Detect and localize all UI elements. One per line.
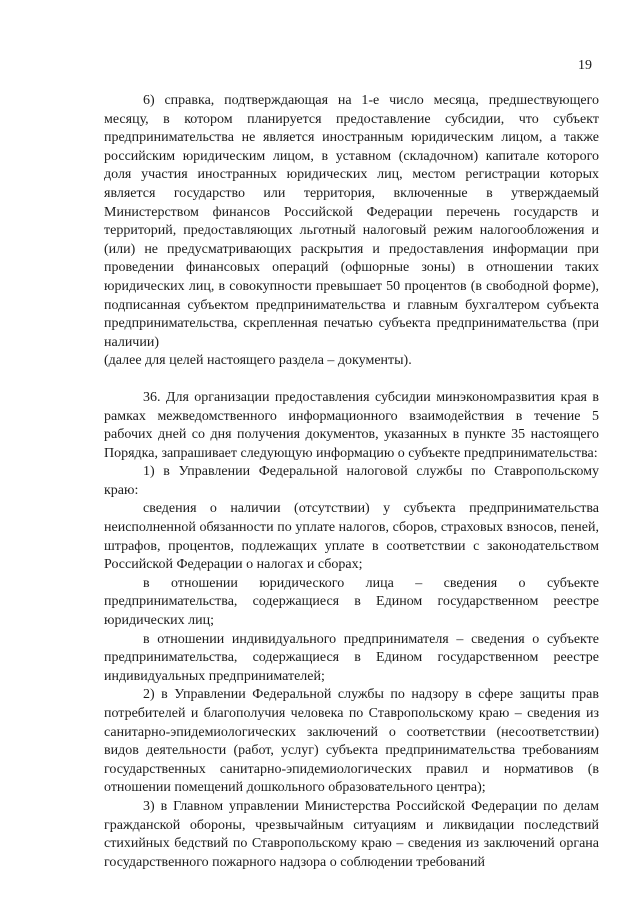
paragraph-gap	[104, 371, 599, 389]
paragraph-legal-entity-info: в отношении юридического лица – сведения о субъекте предпринимательства, содержащиеся в Едином государственном реестре юридических лиц;	[104, 575, 599, 629]
paragraph-item-2: 2) в Управлении Федеральной службы по надзору в сфере защиты прав потребителей и благополучия человека по Ставропольскому краю – сведения из санитарно-эпидемиологических заключений о соответствии (несоответствии) видов деятельности (работ, услуг) субъекта предпринимательства требованиям государственных санитарно-эпидемиологических правил и нормативов (в отношении помещений дошкольного образовательного центра);	[104, 687, 599, 796]
paragraph-section-36: 36. Для организации предоставления субсидии минэкономразвития края в рамках межведомственного информационного взаимодействия в течение 5 рабочих дней со дня получения документов, указанных в пункте 35 настоящего Порядка, запрашивает следующую информацию о субъекте предпринимательства:	[104, 389, 599, 461]
paragraph-item-6: 6) справка, подтверждающая на 1-е число месяца, предшествующего месяцу, в котором планируется предоставление субсидии, что субъект предпринимательства не является иностранным юридическим лицом, а также российским юридическим лицом, в уставном (складочном) капитале которого доля участия иностранных юридических лиц, местом регистрации которых является государство или территория, включенные в утверждаемый Министерством финансов Российской Федерации перечень государств и территорий, предоставляющих льготный налоговый режим налогообложения и (или) не предусматривающих раскрытия и предоставления информации при проведении финансовых операций (офшорные зоны) в отношении таких юридических лиц, в совокупности превышает 50 процентов (в свободной форме), подписанная субъектом предпринимательства и главным бухгалтером субъекта предпринимательства, скрепленная печатью субъекта предпринимательства (при наличии)	[104, 93, 599, 350]
paragraph-item-1: 1) в Управлении Федеральной налоговой службы по Ставропольскому краю:	[104, 464, 599, 498]
paragraph-individual-entrepreneur-info: в отношении индивидуального предпринимателя – сведения о субъекте предпринимательства, содержащиеся в Едином государственном реестре индивидуальных предпринимателей;	[104, 631, 599, 684]
paragraph-tax-debt-info: сведения о наличии (отсутствии) у субъекта предпринимательства неисполненной обязанности по уплате налогов, сборов, страховых взносов, пеней, штрафов, процентов, подлежащих уплате в соответствии с законодательством Российской Федерации о налогах и сборах;	[104, 501, 599, 573]
document-body	[104, 92, 599, 872]
page-number: 19	[578, 58, 592, 73]
paragraph-definition-note: (далее для целей настоящего раздела – документы).	[104, 353, 412, 369]
paragraph-item-3: 3) в Главном управлении Министерства Российской Федерации по делам гражданской обороны, чрезвычайным ситуациям и ликвидации последствий стихийных бедствий по Ставропольскому краю – сведения из заключений органа государственного пожарного надзора о соблюдении требований	[104, 798, 599, 870]
